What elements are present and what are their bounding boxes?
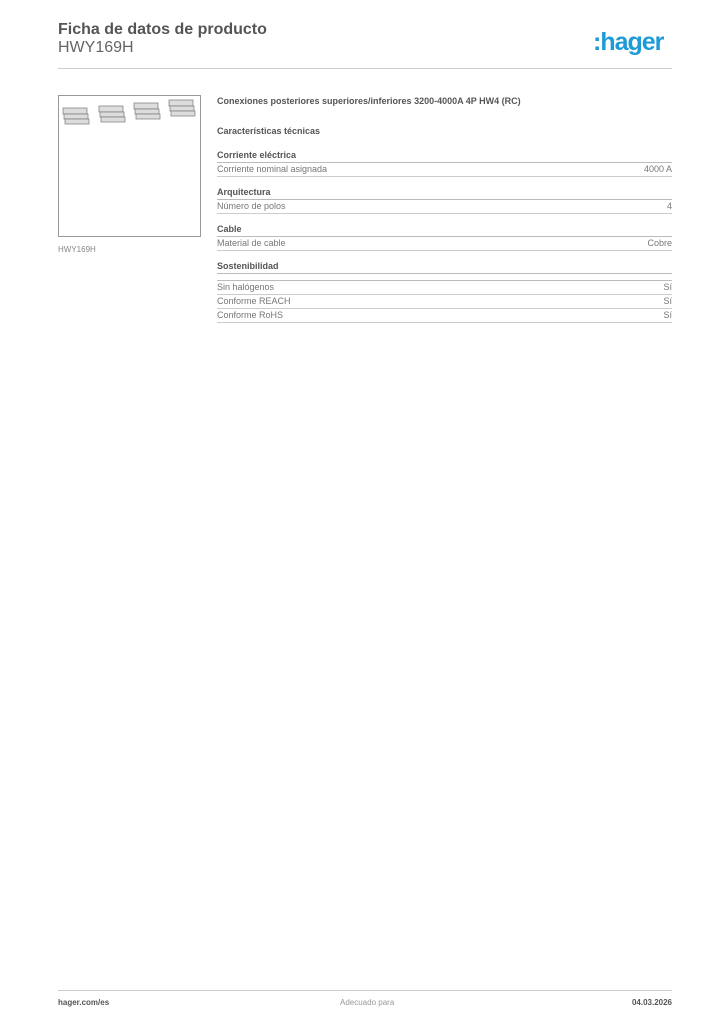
- footer-divider: [58, 990, 672, 991]
- section-title: Corriente eléctrica: [217, 150, 672, 163]
- spec-column: [217, 96, 672, 333]
- spec-row: [217, 295, 672, 309]
- spec-label: Material de cable: [217, 238, 286, 248]
- footer-website-link[interactable]: hager.com/es: [58, 998, 110, 1007]
- characteristics-heading: Características técnicas: [217, 126, 321, 136]
- spec-value: Sí: [663, 282, 672, 292]
- section-corriente-electrica: [217, 150, 672, 177]
- spec-label: Conforme REACH: [217, 296, 291, 306]
- product-image-graphic: [59, 96, 200, 136]
- spec-label: Número de polos: [217, 201, 286, 211]
- spec-value: 4: [666, 201, 672, 211]
- spec-row: [217, 163, 672, 177]
- spec-value: 4000 A: [643, 164, 672, 174]
- section-arquitectura: [217, 187, 672, 214]
- spec-row: [217, 237, 672, 251]
- section-cable: [217, 224, 672, 251]
- product-description: Conexiones posteriores superiores/inferiores 3200-4000A 4P HW4 (RC): [217, 96, 521, 106]
- section-title: Sostenibilidad: [217, 261, 672, 274]
- spec-value: Sí: [663, 310, 672, 320]
- spec-value: Cobre: [647, 238, 672, 248]
- spec-label: Sin halógenos: [217, 282, 275, 292]
- image-caption: HWY169H: [58, 245, 96, 254]
- section-title: Cable: [217, 224, 672, 237]
- spec-row: [217, 200, 672, 214]
- hager-logo: :hager: [593, 28, 664, 56]
- spec-value: Sí: [663, 296, 672, 306]
- spec-row: [217, 280, 672, 295]
- footer-suitable-for: Adecuado para: [340, 998, 395, 1007]
- page-title: Ficha de datos de producto: [58, 21, 267, 38]
- product-code: HWY169H: [58, 39, 134, 56]
- spec-label: Corriente nominal asignada: [217, 164, 328, 174]
- spec-label: Conforme RoHS: [217, 310, 284, 320]
- section-title: Arquitectura: [217, 187, 672, 200]
- product-image: [58, 95, 201, 237]
- footer-date: 04.03.2026: [631, 998, 672, 1007]
- spec-row: [217, 309, 672, 323]
- header-divider: [58, 68, 672, 69]
- section-sostenibilidad: [217, 261, 672, 323]
